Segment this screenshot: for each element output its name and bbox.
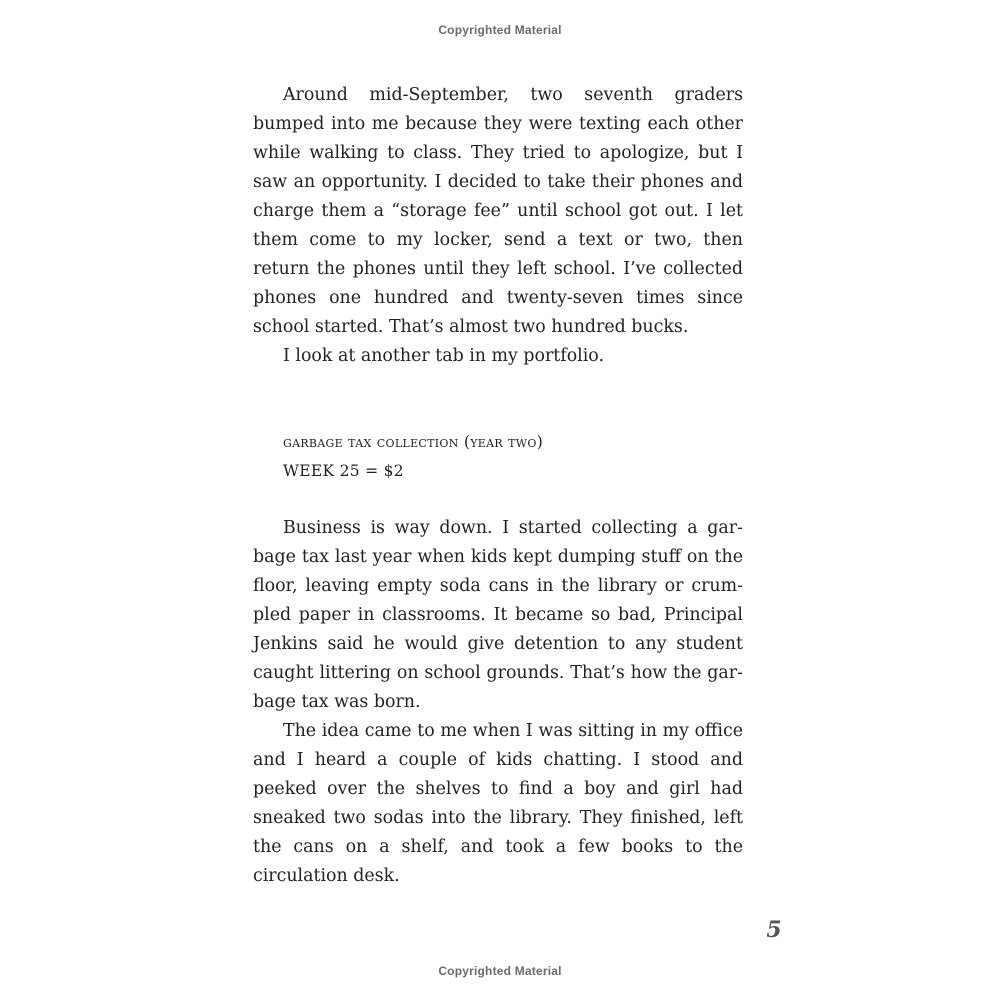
paragraph-portfolio-tab: I look at another tab in my portfolio. — [283, 346, 604, 366]
copyright-watermark-top: Copyrighted Material — [438, 23, 562, 37]
page-number: 5 — [766, 917, 782, 943]
copyright-watermark-bottom: Copyrighted Material — [438, 964, 562, 978]
paragraph-garbage-tax: Business is way down. I started collecting a garbage tax last year when kids kept dumping stuff on the floor, leaving empty soda cans in the library or crumpled paper in classrooms. It became so bad, Principal Jenkins said he would give detention to any student caught littering on school grounds. That’s how the garbage tax was born. — [253, 518, 743, 712]
ledger-title: garbage tax collection (year two) — [283, 433, 544, 451]
body-text-section-1 — [253, 81, 743, 371]
ledger-entry: WEEK 25 = $2 — [283, 462, 404, 480]
paragraph-library-idea: The idea came to me when I was sitting in my office and I heard a couple of kids chatting. I stood and peeked over the shelves to find a boy and girl had sneaked two sodas into the library. They finished, left the cans on a shelf, and took a few books to the circulation desk. — [253, 721, 743, 886]
portfolio-ledger — [283, 428, 543, 486]
body-text-section-2 — [253, 514, 743, 891]
paragraph-phones: Around mid-September, two seventh graders bumped into me because they were texting each other while walking to class. They tried to apologize, but I saw an opportunity. I decided to take their phones and charge them a “storage fee” until school got out. I let them come to my locker, send a text or two, then return the phones until they left school. I’ve collected phones one hundred and twenty-seven times since school started. That’s almost two hundred bucks. — [253, 85, 743, 337]
